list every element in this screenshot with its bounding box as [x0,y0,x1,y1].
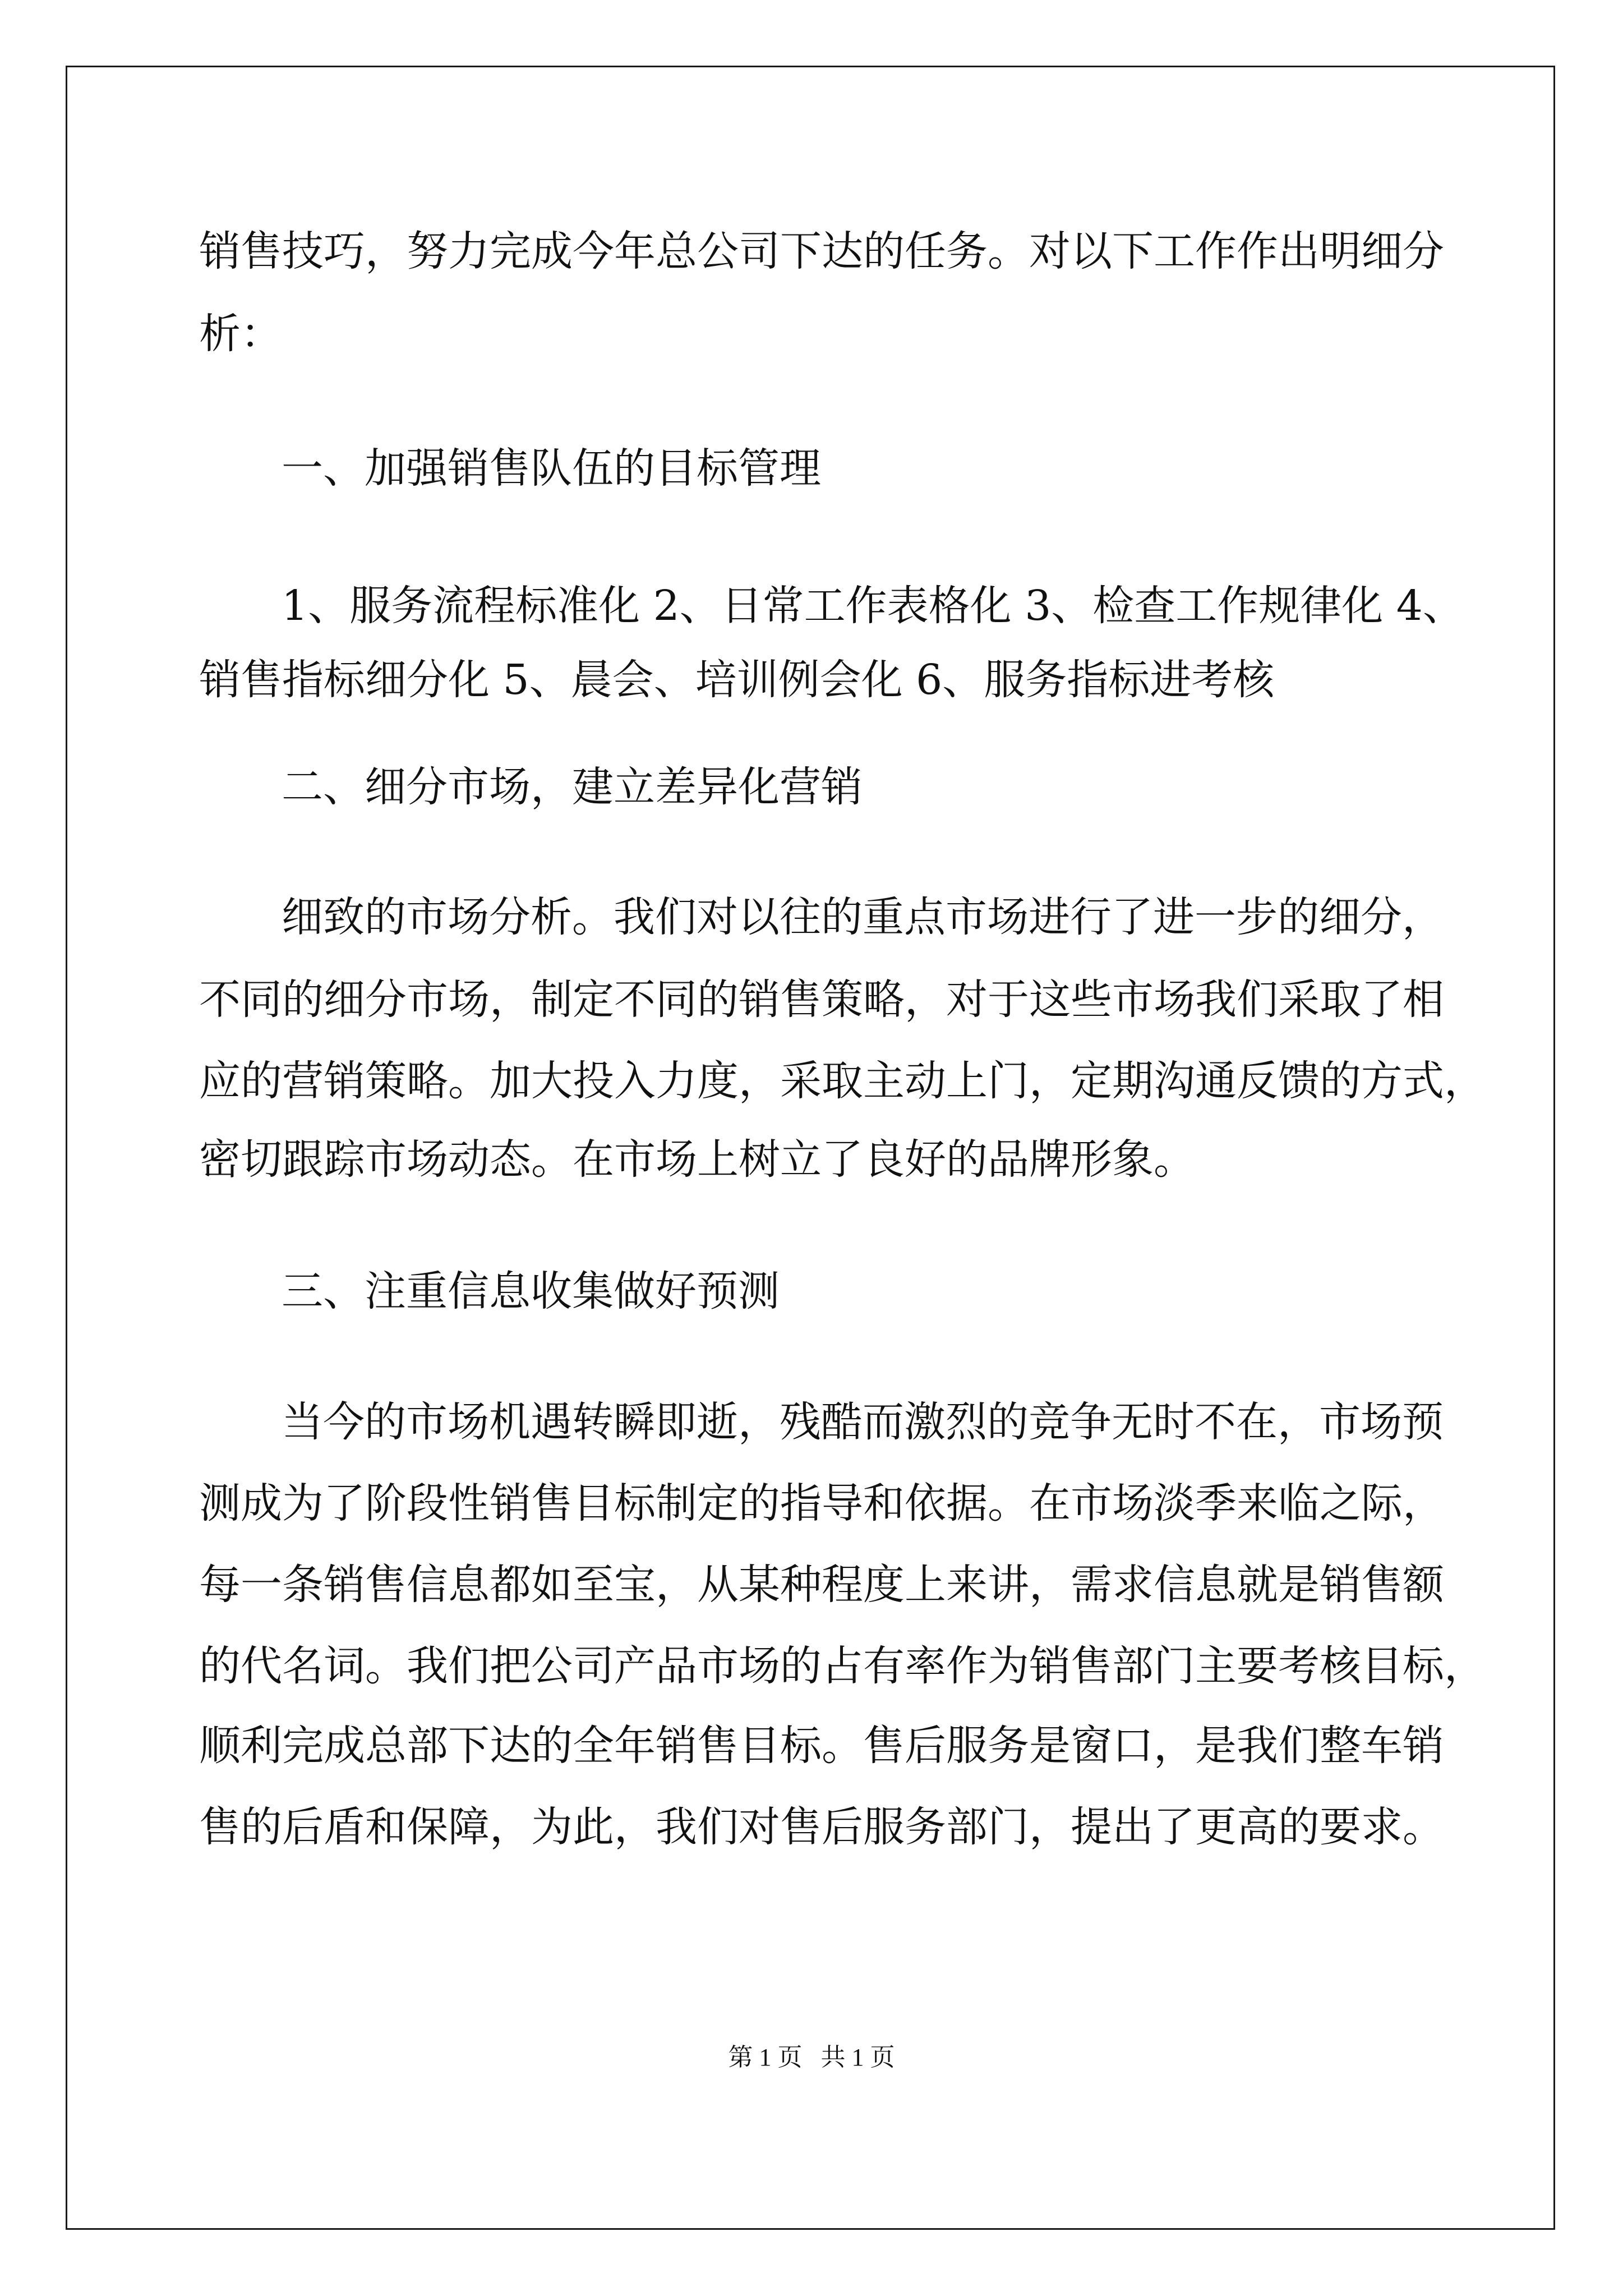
text-line: 当今的市场机遇转瞬即逝，残酷而激烈的竞争无时不在，市场预 [282,1398,1444,1446]
text-line: 密切跟踪市场动态。在市场上树立了良好的品牌形象。 [199,1135,1195,1184]
text-line: 每一条销售信息都如至宝，从某种程度上来讲，需求信息就是销售额 [199,1561,1444,1609]
text-line: 售的后盾和保障，为此，我们对售后服务部门，提出了更高的要求。 [199,1803,1444,1851]
section-heading: 二、细分市场，建立差异化营销 [282,763,863,811]
text-line: 顺利完成总部下达的全年销售目标。售后服务是窗口，是我们整车销 [199,1722,1444,1770]
text-line: 细致的市场分析。我们对以往的重点市场进行了进一步的细分， [282,893,1444,941]
text-line: 不同的细分市场，制定不同的销售策略，对于这些市场我们采取了相 [199,976,1444,1024]
text-line: 销售指标细分化 5、晨会、培训例会化 6、服务指标进考核 [199,656,1275,704]
text-line: 1、服务流程标准化 2、日常工作表格化 3、检查工作规律化 4、 [282,582,1464,630]
text-line: 销售技巧，努力完成今年总公司下达的任务。对以下工作作出明细分 [199,227,1444,275]
text-line: 测成为了阶段性销售目标制定的指导和依据。在市场淡季来临之际， [199,1479,1444,1527]
section-heading: 一、加强销售队伍的目标管理 [282,444,821,493]
text-line: 的代名词。我们把公司产品市场的占有率作为销售部门主要考核目标， [199,1642,1486,1690]
text-line: 析： [199,310,282,358]
section-heading: 三、注重信息收集做好预测 [282,1267,780,1315]
page-footer: 第 1 页 共 1 页 [728,2044,895,2071]
text-line: 应的营销策略。加大投入力度，采取主动上门，定期沟通反馈的方式， [199,1057,1486,1105]
